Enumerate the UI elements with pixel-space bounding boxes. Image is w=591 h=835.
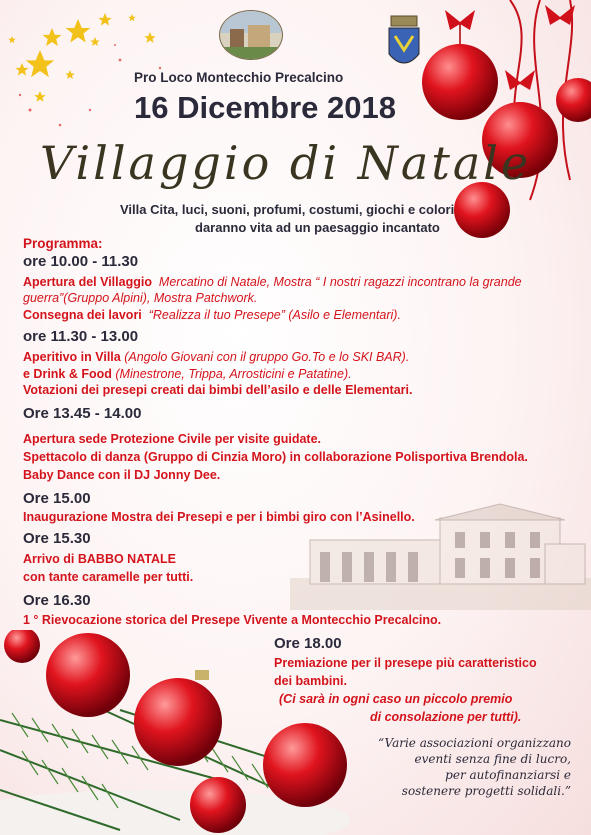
program-item: Apertura sede Protezione Civile per visite guidate. [23, 432, 322, 446]
program-item: con tante caramelle per tutti. [23, 570, 194, 584]
program-item: (Ci sarà in ogni caso un piccolo premio [279, 692, 513, 706]
time-slot-3: Ore 13.45 - 14.00 [23, 405, 142, 422]
christmas-ball [134, 678, 222, 766]
star-icon [34, 91, 45, 102]
program-item [23, 350, 409, 364]
program-item: di consolazione per tutti). [370, 710, 522, 724]
christmas-ball [454, 182, 510, 238]
star-icon [26, 50, 55, 77]
star-icon [128, 14, 136, 21]
star-icon [98, 13, 111, 26]
bow [505, 70, 535, 90]
star-icon [65, 70, 75, 79]
time-slot-5: Ore 15.30 [23, 530, 91, 547]
quote-line: sostenere progetti solidali.” [401, 784, 571, 798]
time-slot-6: Ore 16.30 [23, 592, 91, 609]
time-slot-2: ore 11.30 - 13.00 [23, 328, 139, 345]
program-item [23, 275, 522, 289]
christmas-ball [190, 777, 246, 833]
star-icon [43, 28, 62, 46]
event-title: Villaggio di Natale [40, 136, 532, 190]
christmas-ball [46, 633, 130, 717]
program-item: Baby Dance con il DJ Jonny Dee. [23, 468, 221, 482]
quote-line: “Varie associazioni organizzano [378, 736, 571, 750]
time-slot-4: Ore 15.00 [23, 490, 91, 507]
ball-cap [195, 670, 209, 680]
program-item: Spettacolo di danza (Gruppo di Cinzia Moro) in collaborazione Polisportiva Brendola. [23, 450, 528, 464]
christmas-ball [556, 78, 591, 122]
time-slot-7: Ore 18.00 [274, 635, 342, 652]
christmas-ball [263, 723, 347, 807]
program-item: Inaugurazione Mostra dei Presepi e per i bimbi giro con l’Asinello. [23, 510, 415, 524]
star-icon [66, 19, 91, 43]
program-item: dei bambini. [274, 674, 347, 688]
star-icon [144, 32, 155, 43]
item-label: e Drink & Food [23, 367, 112, 381]
item-detail: “Realizza il tuo Presepe” (Asilo e Elementari). [148, 308, 401, 322]
item-label: Aperitivo in Villa [23, 350, 121, 364]
item-detail: Mercatino di Natale, Mostra “ I nostri ragazzi incontrano la grande [158, 275, 522, 289]
program-item: Votazioni dei presepi creati dai bimbi dell’asilo e delle Elementari. [23, 383, 413, 397]
star-icon [15, 63, 28, 76]
star-icon [8, 36, 16, 43]
christmas-ball [422, 44, 498, 120]
time-slot-1: ore 10.00 - 11.30 [23, 253, 139, 270]
footer-quote [378, 735, 571, 799]
event-date: 16 Dicembre 2018 [134, 90, 396, 125]
item-detail: (Angolo Giovani con il gruppo Go.To e lo SKI BAR). [124, 350, 410, 364]
program-item: Arrivo di BABBO NATALE [23, 552, 177, 566]
bottom-decoration [0, 630, 350, 835]
program-item: 1 ° Rievocazione storica del Presepe Vivente a Montecchio Precalcino. [23, 613, 442, 627]
org-name: Pro Loco Montecchio Precalcino [134, 70, 344, 85]
program-heading: Programma: [23, 236, 103, 251]
item-label: Consegna dei lavori [23, 308, 142, 322]
pro-loco-logo [219, 10, 283, 60]
item-label: Apertura del Villaggio [23, 275, 152, 289]
program-item: guerra”(Gruppo Alpini), Mostra Patchwork. [23, 291, 258, 305]
quote-line: per autofinanziarsi e [445, 768, 571, 782]
item-detail: (Minestrone, Trippa, Arrosticini e Patatine). [115, 367, 352, 381]
star-icon [90, 37, 100, 46]
program-item [23, 367, 352, 381]
quote-line: eventi senza fine di lucro, [414, 752, 571, 766]
intro-line-2: daranno vita ad un paesaggio incantato [195, 220, 440, 235]
intro-line-1: Villa Cita, luci, suoni, profumi, costumi, giochi e colori [120, 202, 455, 217]
program-item: Premiazione per il presepe più caratteristico [274, 656, 537, 670]
coat-of-arms [385, 14, 423, 72]
program-item [23, 308, 401, 322]
christmas-ball [4, 630, 40, 663]
